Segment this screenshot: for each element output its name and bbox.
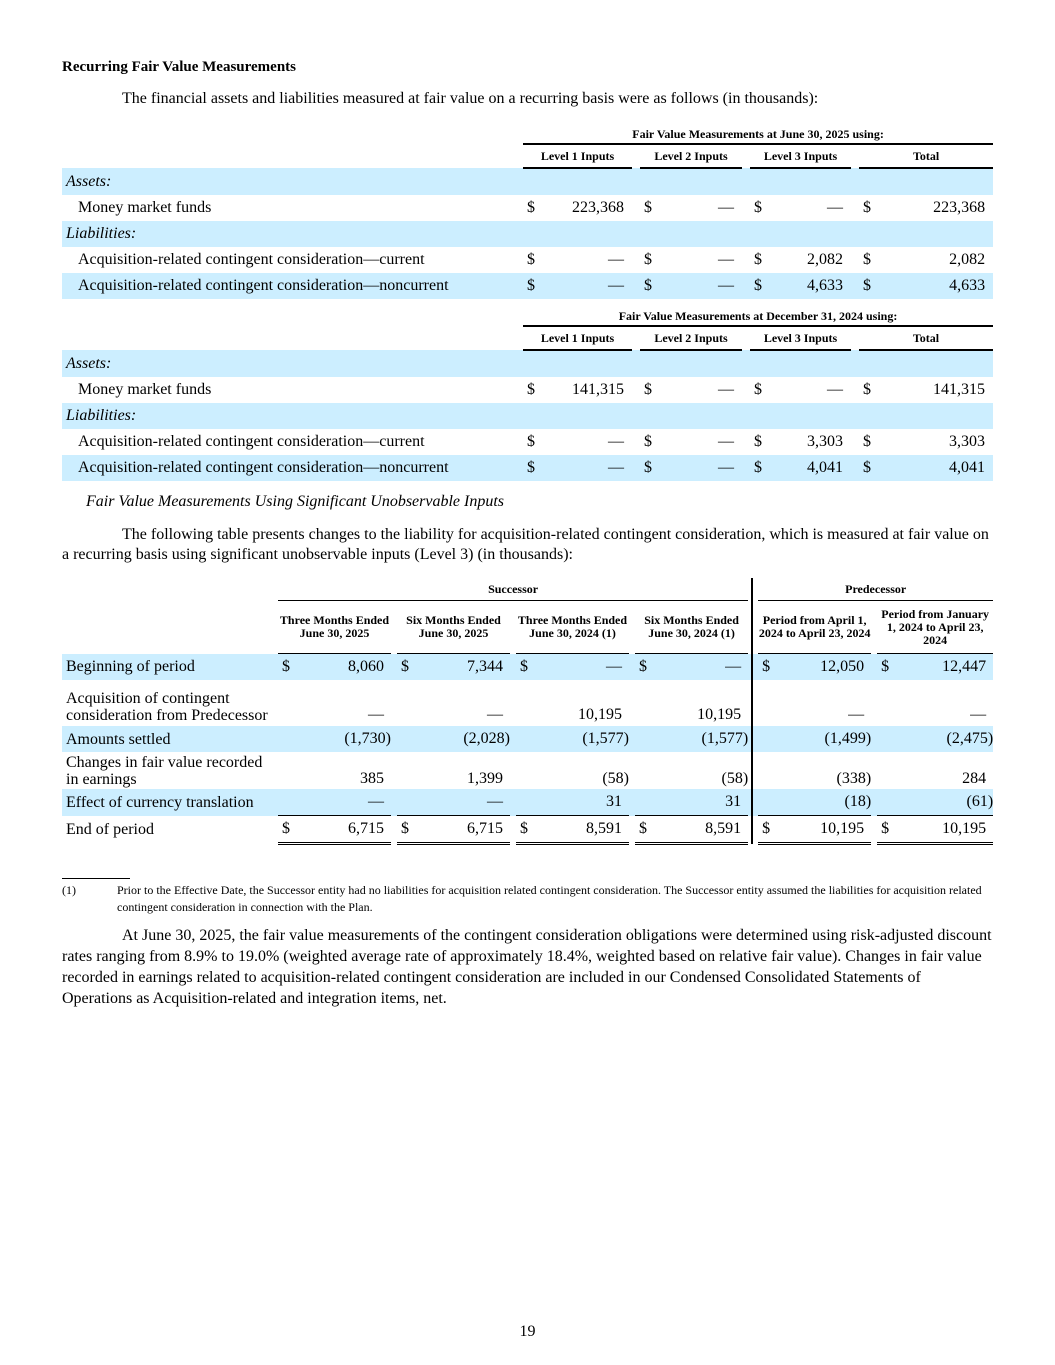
cell-value: — — [608, 433, 624, 450]
footnote — [62, 882, 990, 916]
row-label: Amounts settled — [62, 726, 274, 752]
cell-value: (338) — [836, 770, 872, 787]
successor-header: Successor — [278, 578, 748, 601]
table-row: Acquisition-related contingent consideration—noncurrent $ — $ — $ 4,041 $ 4,041 — [62, 455, 993, 481]
row-label: Changes in fair value recorded in earnings — [66, 754, 263, 788]
column-header: Total — [859, 326, 993, 350]
row-label: Beginning of period — [62, 654, 274, 681]
cell-value: 2,082 — [949, 251, 986, 268]
intro-paragraph: The financial assets and liabilities measured at fair value on a recurring basis were as follows (in thousands): — [122, 90, 819, 107]
cell-value: (61) — [897, 789, 993, 816]
cell-value: (1,577) — [536, 726, 629, 752]
table-row: End of period $ 6,715 $ 6,715 $ 8,591 $ 8,591 $ 10,195 $ 10,195 — [62, 816, 993, 844]
cell-value: 141,315 — [933, 381, 986, 398]
cell-value: 10,195 — [897, 816, 993, 844]
cell-value: 8,591 — [655, 816, 748, 844]
table-row: Money market funds $ 141,315 $ — $ — $ 141,315 — [62, 377, 993, 403]
cell-value: — — [487, 706, 503, 723]
cell-value: 12,050 — [778, 654, 871, 681]
cell-value: — — [536, 654, 629, 681]
cell-value: (58) — [721, 770, 749, 787]
cell-value: — — [970, 706, 987, 723]
cell-value: (1,499) — [778, 726, 871, 752]
cell-value: 4,633 — [770, 273, 851, 299]
cell-value: 3,303 — [807, 433, 843, 450]
paragraph-rollforward-intro: The following table presents changes to the liability for acquisition-related contingent consideration, which is measured at fair value on a recurring basis using significant unobservable inputs (Level 3) (in thousands): — [62, 526, 989, 563]
cell-value: — — [718, 433, 734, 450]
cell-value: 10,195 — [578, 706, 622, 723]
cell-value: (18) — [778, 789, 871, 816]
cell-value: — — [543, 455, 632, 481]
cell-value: 3,303 — [949, 433, 986, 450]
cell-value: 385 — [360, 770, 384, 787]
cell-value: 10,195 — [697, 706, 742, 723]
table-caption: Fair Value Measurements at June 30, 2025 using: — [523, 125, 993, 144]
cell-value: — — [298, 789, 391, 816]
column-header: Period from January 1, 2024 to April 23, 2024 — [877, 601, 993, 654]
column-header: Level 2 Inputs — [640, 326, 742, 350]
cell-value: 8,591 — [536, 816, 629, 844]
fair-value-table-june-2025 — [62, 125, 993, 299]
cell-value: 6,715 — [298, 816, 391, 844]
table-row: Acquisition-related contingent consideration—noncurrent $ — $ — $ 4,633 $ 4,633 — [62, 273, 993, 299]
row-label: Acquisition-related contingent consideration—current — [78, 251, 425, 268]
table-row — [62, 680, 993, 726]
cell-value: — — [848, 706, 865, 723]
cell-value: — — [608, 251, 624, 268]
row-label: Money market funds — [78, 381, 212, 398]
subheading: Fair Value Measurements Using Significant Unobservable Inputs — [86, 493, 505, 510]
cell-value: 10,195 — [778, 816, 871, 844]
cell-value: 141,315 — [572, 381, 624, 398]
fair-value-table-december-2024 — [62, 307, 993, 481]
cell-value: 1,399 — [467, 770, 503, 787]
cell-value: 2,082 — [807, 251, 843, 268]
cell-value: — — [368, 706, 384, 723]
column-header: Six Months Ended June 30, 2024 (1) — [635, 601, 748, 654]
cell-value: — — [718, 381, 734, 398]
row-label: Acquisition-related contingent consideration—noncurrent — [62, 273, 519, 299]
row-label: Money market funds — [78, 199, 212, 216]
cell-value: — — [655, 654, 748, 681]
cell-value: (2,475) — [897, 726, 993, 752]
cell-value: — — [660, 455, 742, 481]
table-caption: Fair Value Measurements at December 31, 2024 using: — [523, 307, 993, 326]
row-label: Acquisition-related contingent consideration—current — [78, 433, 425, 450]
section-title: Recurring Fair Value Measurements — [62, 59, 297, 75]
cell-value: 12,447 — [897, 654, 993, 681]
row-label: End of period — [66, 821, 154, 838]
column-header: Period from April 1, 2024 to April 23, 2024 — [758, 601, 871, 654]
column-header: Level 3 Inputs — [750, 144, 851, 168]
cell-value: — — [827, 199, 843, 216]
column-header: Total — [859, 144, 993, 168]
column-header: Six Months Ended June 30, 2025 — [397, 601, 510, 654]
cell-value: — — [718, 199, 734, 216]
cell-value: — — [827, 381, 843, 398]
cell-value: 4,041 — [879, 455, 993, 481]
table-row: Acquisition-related contingent consideration—current $ — $ — $ 2,082 $ 2,082 — [62, 247, 993, 273]
row-label: Acquisition-related contingent consideration—noncurrent — [62, 455, 519, 481]
paragraph-discount-rates: At June 30, 2025, the fair value measurements of the contingent consideration obligations were determined using risk-adjusted discount rates ranging from 8.9% to 19.0% (weighted average rate of approximately 18.4%, weighted based on relative fair value). Changes in fair value recorded in earnings related to acquisition-related contingent consideration are included in our Condensed Consolidated Statements of Operations as Acquisition-related and integration items, net. — [62, 927, 992, 1007]
cell-value: 4,633 — [879, 273, 993, 299]
column-header: Level 1 Inputs — [523, 326, 632, 350]
rollforward-table — [62, 578, 993, 845]
column-header: Level 1 Inputs — [523, 144, 632, 168]
cell-value: — — [417, 789, 510, 816]
column-header: Level 2 Inputs — [640, 144, 742, 168]
table-row: Beginning of period $ 8,060 $ 7,344 $ — $ — $ 12,050 $ 12,447 — [62, 654, 993, 681]
table-row: Money market funds $ 223,368 $ — $ — $ 223,368 — [62, 195, 993, 221]
cell-value: 223,368 — [933, 199, 986, 216]
footnote-divider — [62, 878, 130, 879]
cell-value: 284 — [962, 770, 987, 787]
section-label-assets: Assets: — [62, 168, 993, 195]
row-label: Effect of currency translation — [62, 789, 274, 816]
footnote-number: (1) — [62, 883, 76, 897]
section-label-liabilities: Liabilities: — [62, 221, 993, 247]
cell-value: — — [660, 273, 742, 299]
footnote-text: Prior to the Effective Date, the Successor entity had no liabilities for acquisition related contingent consideration. The Successor entity assumed the liabilities for acquisition related contingent consideration in connection with the Plan. — [117, 883, 982, 914]
cell-value: (1,730) — [298, 726, 391, 752]
page-number: 19 — [519, 1323, 536, 1340]
table-row — [62, 752, 993, 789]
table-row: Acquisition-related contingent consideration—current $ — $ — $ 3,303 $ 3,303 — [62, 429, 993, 455]
predecessor-header: Predecessor — [758, 578, 993, 601]
cell-value: 8,060 — [298, 654, 391, 681]
column-header: Three Months Ended June 30, 2024 (1) — [516, 601, 629, 654]
table-row — [62, 789, 993, 816]
section-label-liabilities: Liabilities: — [62, 403, 993, 429]
cell-value: (2,028) — [417, 726, 510, 752]
cell-value: 31 — [655, 789, 748, 816]
cell-value: 4,041 — [770, 455, 851, 481]
cell-value: (1,577) — [655, 726, 748, 752]
row-label: Acquisition of contingent consideration from Predecessor — [66, 690, 268, 724]
cell-value: 31 — [536, 789, 629, 816]
table-row — [62, 726, 993, 752]
section-label-assets: Assets: — [62, 350, 993, 377]
cell-value: (58) — [602, 770, 629, 787]
cell-value: — — [543, 273, 632, 299]
column-header: Three Months Ended June 30, 2025 — [278, 601, 391, 654]
cell-value: 223,368 — [572, 199, 624, 216]
cell-value: 6,715 — [417, 816, 510, 844]
cell-value: 7,344 — [417, 654, 510, 681]
column-header: Level 3 Inputs — [750, 326, 851, 350]
cell-value: — — [718, 251, 734, 268]
